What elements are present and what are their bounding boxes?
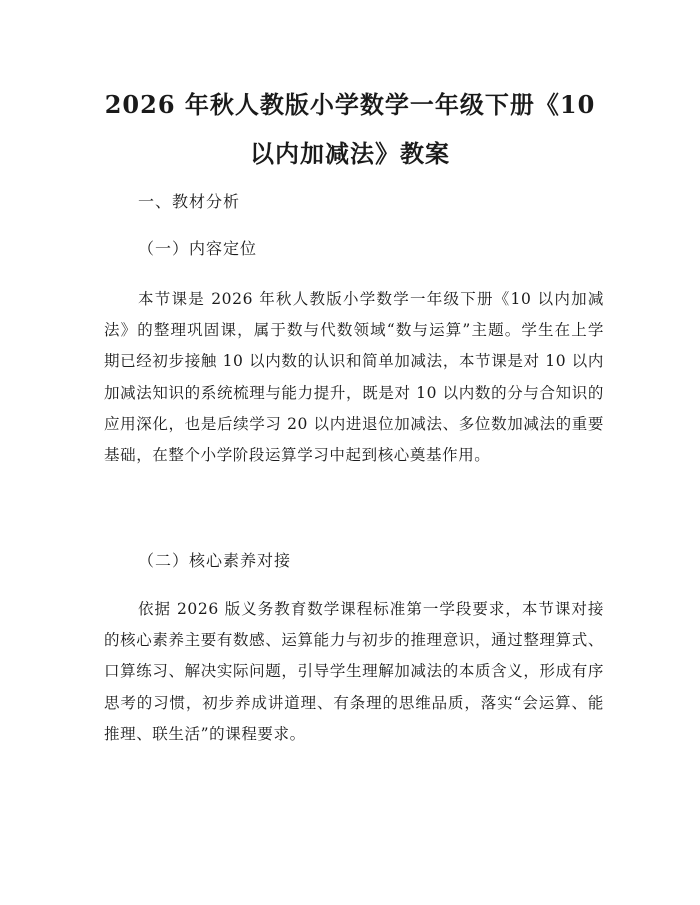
subsection-heading-core-literacy: （二）核心素养对接 (138, 551, 292, 570)
section-heading-textbook-analysis: 一、教材分析 (138, 192, 241, 211)
document-title: 2026 年秋人教版小学数学一年级下册《10 以内加减法》教案 (104, 90, 596, 168)
paragraph-content-positioning: 本节课是 2026 年秋人教版小学数学一年级下册《10 以内加减法》的整理巩固课，属于数与代数领域“数与运算”主题。学生在上学期已经初步接触 10 以内数的认识和简单加减法，本节课是对 10 以内加减法知识的系统梳理与能力提升，既是对 10 以内数的分与合知识的应用深化，也是后续学习 20 以内进退位加减法、多位数加减法的重要基础，在整个小学阶段运算学习中起到核心奠基作用。 (104, 290, 604, 465)
subsection-heading-content-positioning: （一）内容定位 (138, 239, 258, 258)
paragraph-core-literacy: 依据 2026 版义务教育数学课程标准第一学段要求，本节课对接的核心素养主要有数感、运算能力与初步的推理意识，通过整理算式、口算练习、解决实际问题，引导学生理解加减法的本质含义，形成有序思考的习惯，初步养成讲道理、有条理的思维品质，落实“会运算、能推理、联生活”的课程要求。 (104, 600, 604, 743)
